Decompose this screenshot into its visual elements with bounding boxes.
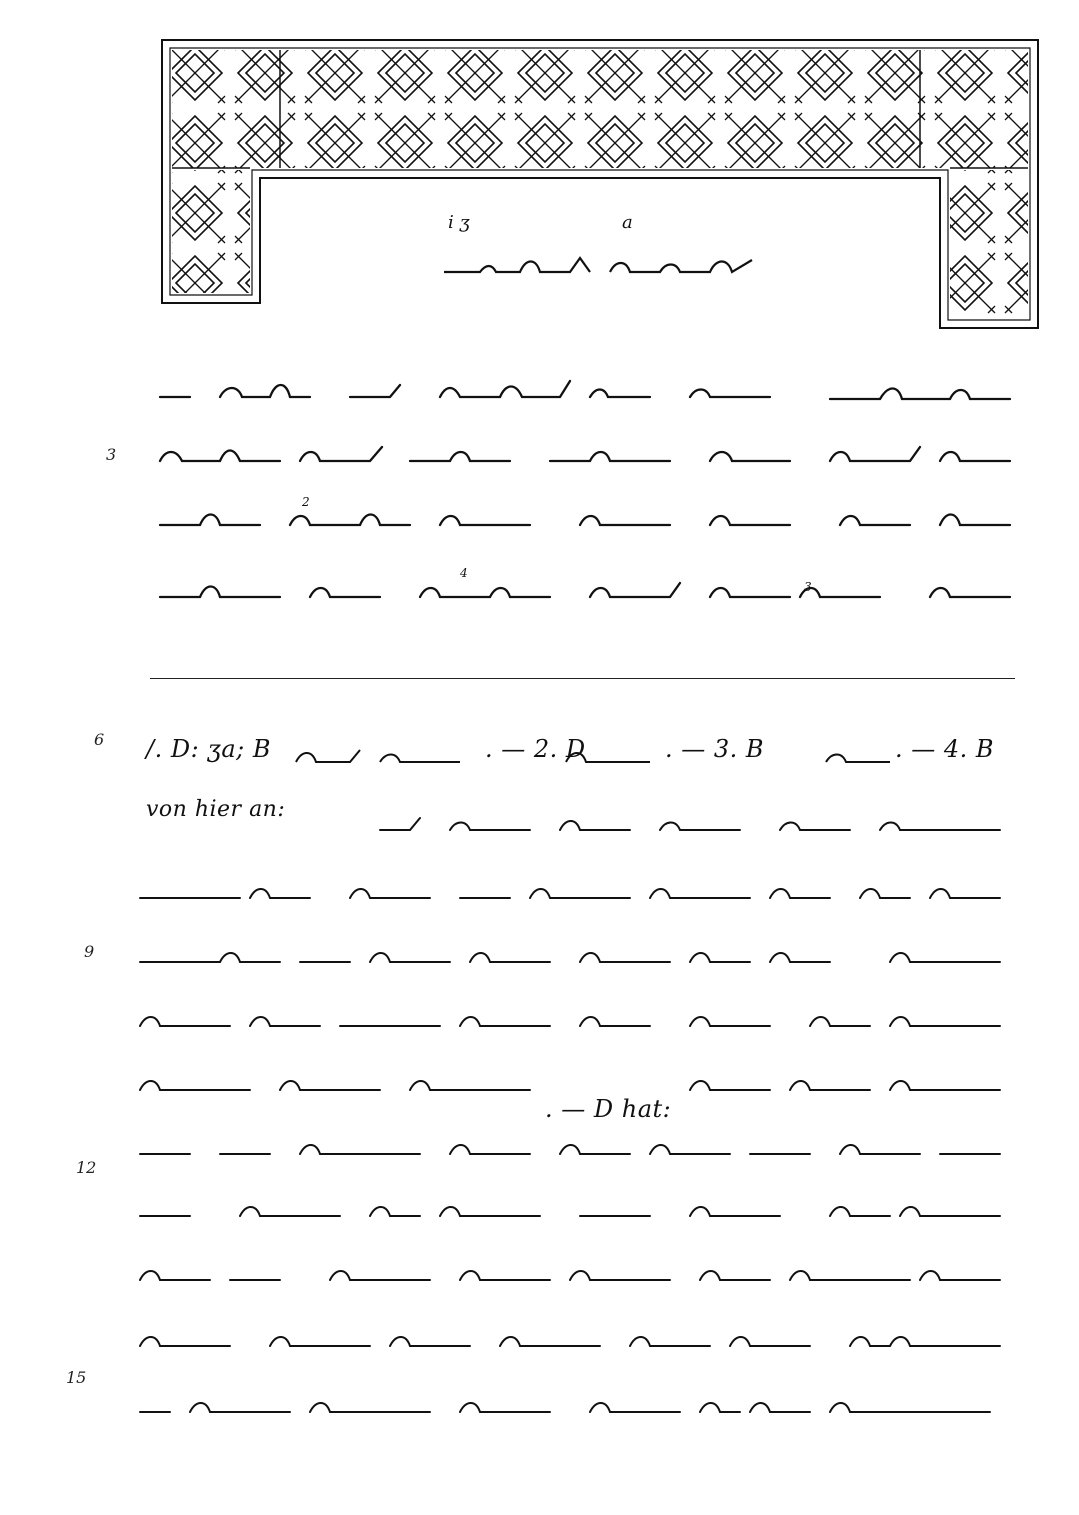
apparatus-sep2-syriac — [820, 740, 900, 770]
syriac-heading-script — [440, 234, 760, 280]
footnote-mark-4: 4 — [460, 566, 468, 580]
chapter-heading — [440, 212, 770, 282]
apparatus-line1-syriac — [290, 740, 490, 770]
heading-numeral-left: i ʒ — [448, 212, 470, 233]
apparatus-line1-start: /. D: ʒa; B — [146, 735, 272, 763]
apparatus-line-number-6: 6 — [94, 730, 105, 749]
apparatus-sep1: . — 2. D — [485, 735, 586, 763]
apparatus-sep1-syriac — [560, 740, 660, 770]
apparatus-line2-start: von hier an: — [146, 797, 286, 822]
syriac-main-text — [150, 375, 1030, 655]
heading-numeral-right: a — [622, 212, 633, 233]
footnote-mark-2: 2 — [302, 495, 310, 509]
apparatus-line-number-9: 9 — [84, 942, 95, 961]
apparatus-sep2: . — 3. B — [665, 735, 765, 763]
footnote-mark-3: 3 — [804, 580, 812, 594]
apparatus-line-number-12: 12 — [76, 1158, 97, 1177]
apparatus-line6-ref: . — D hat: — [545, 1095, 672, 1123]
apparatus-line-number-15: 15 — [66, 1368, 87, 1387]
apparatus-sep3: . — 4. B — [895, 735, 995, 763]
knotwork-border — [160, 38, 1040, 330]
apparatus-divider — [150, 678, 1015, 679]
apparatus-syriac-lines — [130, 790, 1020, 1490]
line-number-3: 3 — [106, 445, 117, 464]
